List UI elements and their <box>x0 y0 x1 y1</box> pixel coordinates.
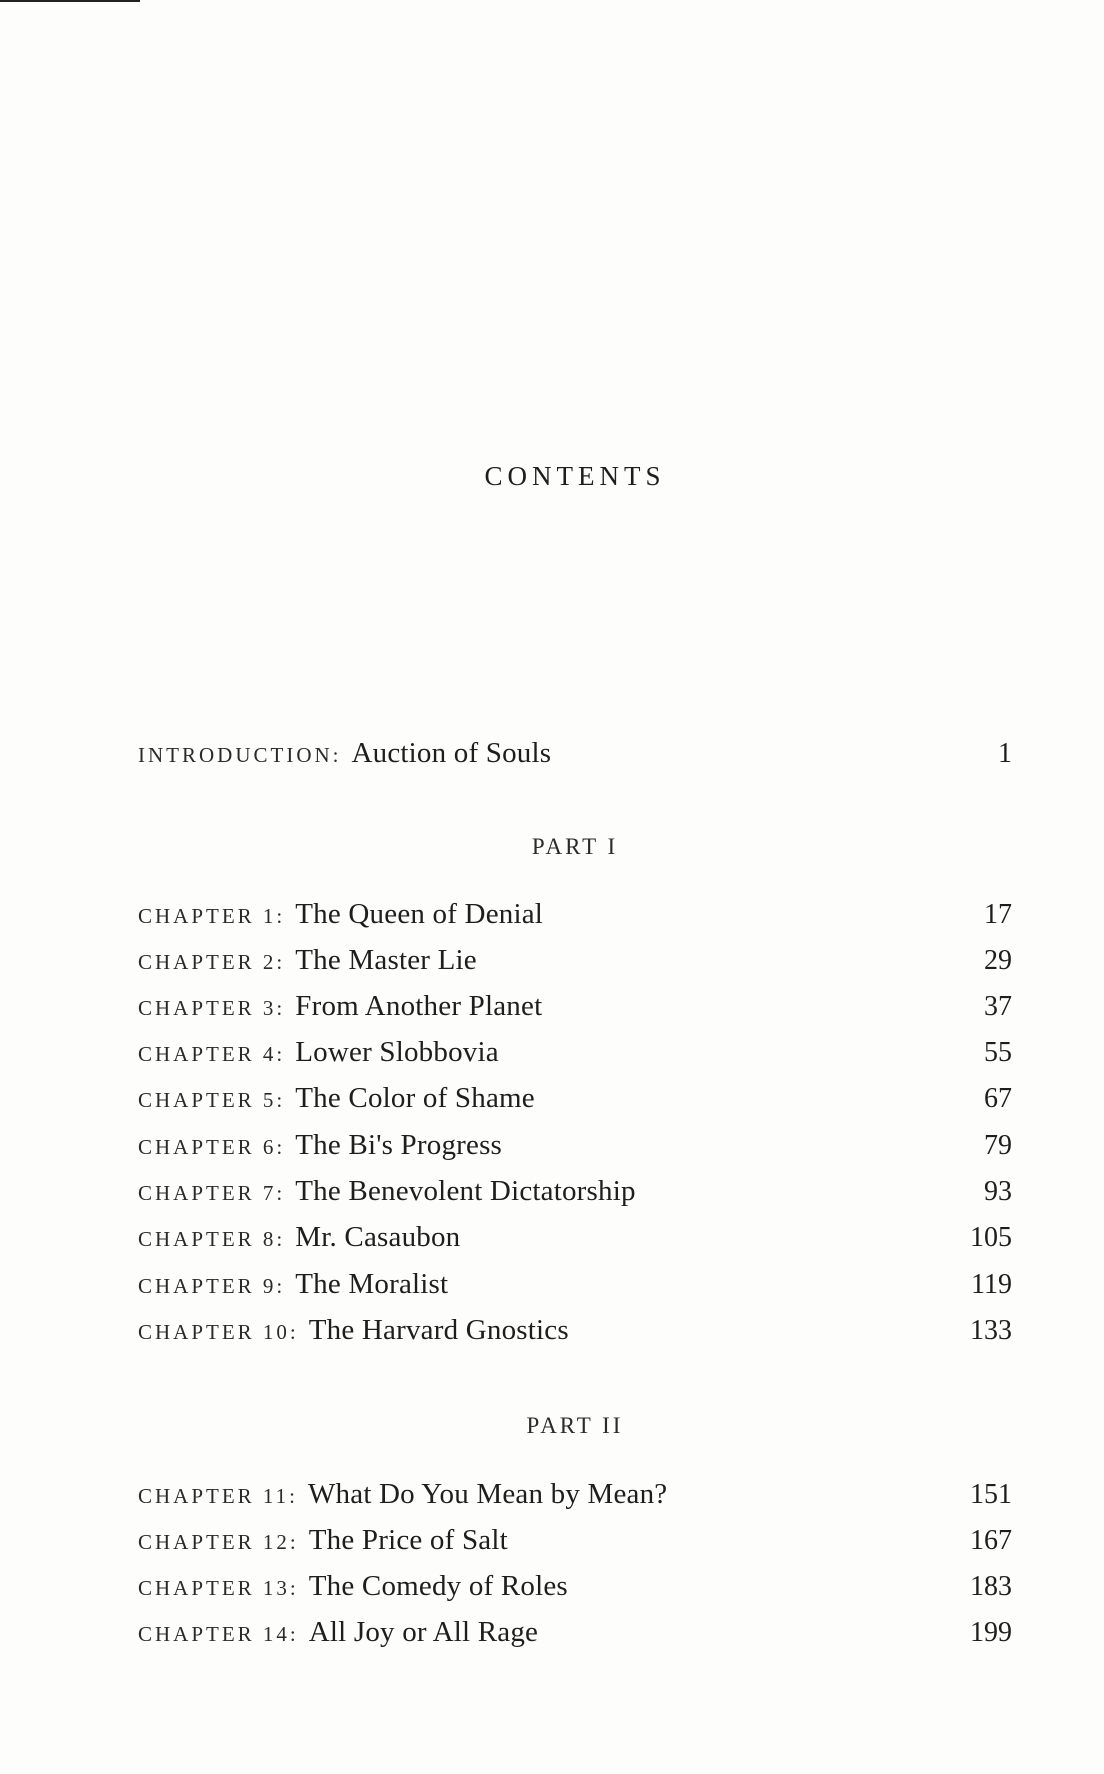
entry-label: CHAPTER 6: <box>138 1135 286 1159</box>
entry-page-number: 151 <box>970 1479 1012 1510</box>
entry-text <box>138 940 477 982</box>
entry-text <box>138 1125 502 1167</box>
entry-page-number: 199 <box>970 1617 1012 1648</box>
entry-page-number: 29 <box>984 945 1012 976</box>
entry-title: The Harvard Gnostics <box>308 1314 569 1346</box>
entry-label: CHAPTER 9: <box>138 1274 286 1298</box>
toc-entry-introduction[interactable] <box>138 733 1012 773</box>
entry-title: The Master Lie <box>295 944 477 976</box>
toc-entry-chapter-11[interactable] <box>138 1474 1012 1514</box>
toc-entry-chapter-7[interactable] <box>138 1171 1012 1211</box>
entry-page-number: 167 <box>970 1525 1012 1556</box>
entry-label: CHAPTER 4: <box>138 1042 286 1066</box>
toc-entry-chapter-12[interactable] <box>138 1520 1012 1560</box>
entry-label: CHAPTER 2: <box>138 950 286 974</box>
entry-page-number: 1 <box>998 738 1012 769</box>
toc-entry-chapter-2[interactable] <box>138 940 1012 980</box>
toc-entry-chapter-13[interactable] <box>138 1566 1012 1606</box>
entry-title: The Benevolent Dictatorship <box>295 1175 636 1207</box>
entry-label: INTRODUCTION: <box>138 743 342 767</box>
toc-entry-chapter-4[interactable] <box>138 1032 1012 1072</box>
entry-label: CHAPTER 3: <box>138 996 286 1020</box>
entry-label: CHAPTER 5: <box>138 1088 286 1112</box>
entry-text <box>138 1078 535 1120</box>
entry-text <box>138 1612 538 1654</box>
entry-page-number: 183 <box>970 1571 1012 1602</box>
entry-title: Auction of Souls <box>351 737 552 769</box>
entry-page-number: 37 <box>984 991 1012 1022</box>
entry-title: Lower Slobbovia <box>295 1036 499 1068</box>
entry-text <box>138 1566 568 1608</box>
entry-label: CHAPTER 14: <box>138 1622 299 1646</box>
entry-title: All Joy or All Rage <box>308 1616 539 1648</box>
entry-title: The Comedy of Roles <box>308 1570 568 1602</box>
entry-title: The Queen of Denial <box>295 898 544 930</box>
toc-entry-chapter-10[interactable] <box>138 1310 1012 1350</box>
scan-edge-mark <box>0 0 140 2</box>
toc-entry-chapter-14[interactable] <box>138 1612 1012 1652</box>
toc-entry-chapter-1[interactable] <box>138 894 1012 934</box>
entry-text <box>138 733 551 775</box>
entry-page-number: 105 <box>970 1222 1012 1253</box>
entry-page-number: 67 <box>984 1083 1012 1114</box>
entry-text <box>138 1474 667 1516</box>
entry-label: CHAPTER 12: <box>138 1530 299 1554</box>
entry-label: CHAPTER 13: <box>138 1576 299 1600</box>
toc-entry-chapter-3[interactable] <box>138 986 1012 1026</box>
entry-text <box>138 1520 508 1562</box>
toc-entry-chapter-9[interactable] <box>138 1264 1012 1304</box>
entry-label: CHAPTER 7: <box>138 1181 286 1205</box>
entry-text <box>138 894 543 936</box>
entry-page-number: 133 <box>970 1315 1012 1346</box>
toc-entry-chapter-8[interactable] <box>138 1217 1012 1257</box>
entry-text <box>138 1217 460 1259</box>
entry-text <box>138 1171 636 1213</box>
entry-title: The Moralist <box>295 1268 449 1300</box>
entry-page-number: 55 <box>984 1037 1012 1068</box>
entry-title: Mr. Casaubon <box>295 1221 461 1253</box>
entry-title: The Color of Shame <box>295 1082 535 1114</box>
entry-page-number: 93 <box>984 1176 1012 1207</box>
entry-label: CHAPTER 8: <box>138 1227 286 1251</box>
entry-text <box>138 986 542 1028</box>
entry-text <box>138 1310 569 1352</box>
entry-text <box>138 1264 448 1306</box>
entry-text <box>138 1032 499 1074</box>
contents-title: CONTENTS <box>484 461 666 491</box>
entry-page-number: 17 <box>984 899 1012 930</box>
entry-title: The Price of Salt <box>308 1524 508 1556</box>
entry-title: What Do You Mean by Mean? <box>307 1478 668 1510</box>
entry-label: CHAPTER 11: <box>138 1484 298 1508</box>
entry-label: CHAPTER 1: <box>138 904 286 928</box>
entry-page-number: 79 <box>984 1130 1012 1161</box>
toc-entry-chapter-6[interactable] <box>138 1125 1012 1165</box>
entry-label: CHAPTER 10: <box>138 1320 299 1344</box>
entry-page-number: 119 <box>971 1269 1012 1300</box>
toc-entry-chapter-5[interactable] <box>138 1078 1012 1118</box>
entry-title: The Bi's Progress <box>295 1129 503 1161</box>
entry-title: From Another Planet <box>295 990 543 1022</box>
part-heading-2: PART II <box>526 1413 624 1438</box>
part-heading-1: PART I <box>531 834 619 859</box>
